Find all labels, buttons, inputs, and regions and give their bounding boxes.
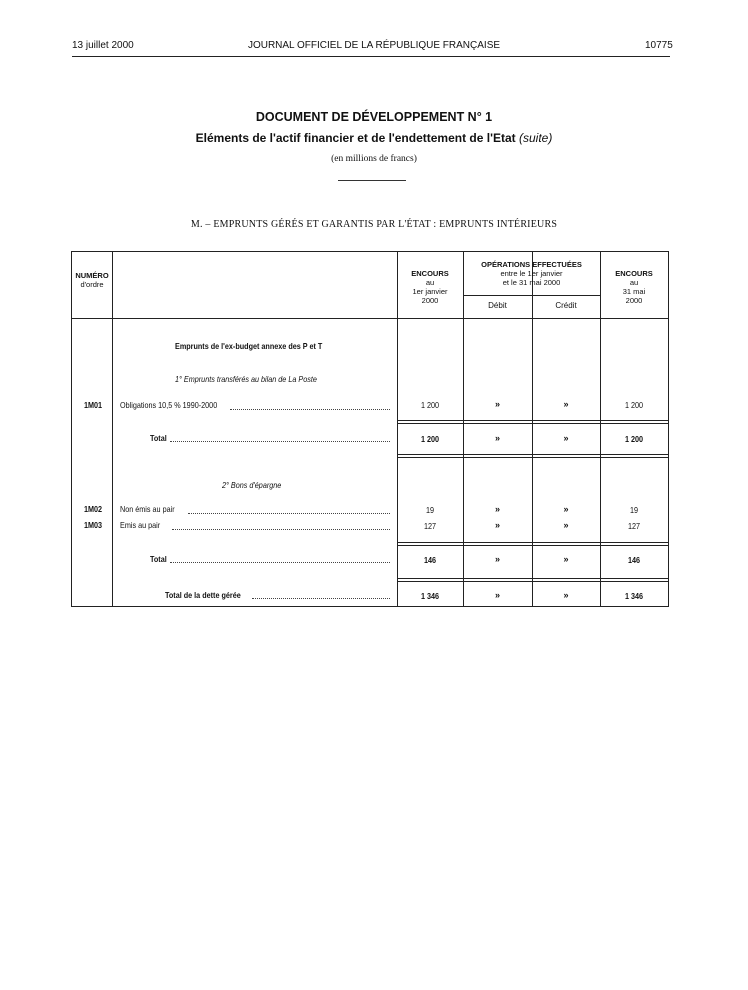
leader-dots <box>170 441 390 442</box>
col-divider <box>397 252 398 606</box>
document-subtitle-suffix: (suite) <box>518 131 553 145</box>
row-debit: » <box>494 554 500 564</box>
row-encours-fin: 1 346 <box>624 591 644 601</box>
total-rule-bottom <box>397 454 668 458</box>
total-rule-top <box>397 420 668 424</box>
grand-total-rule <box>397 578 668 582</box>
header-page-number: 10775 <box>645 40 673 51</box>
header-encours-debut: ENCOURS au 1er janvier 2000 <box>411 269 449 305</box>
total-rule-top <box>397 542 668 546</box>
row-numero: 1M01 <box>84 400 103 410</box>
row-debit: » <box>494 433 500 443</box>
leader-dots <box>188 513 390 514</box>
row-encours-debut: 1 346 <box>420 591 440 601</box>
header-rule <box>72 56 670 57</box>
document-subtitle: Eléments de l'actif financier et de l'endettement de l'Etat (suite) <box>195 131 553 145</box>
header-debit: Débit <box>488 301 507 310</box>
col-divider <box>600 252 601 606</box>
row-label: Obligations 10,5 % 1990-2000 <box>120 400 218 410</box>
row-label: Non émis au pair <box>120 504 175 514</box>
header-credit: Crédit <box>555 301 577 310</box>
header-operations: OPÉRATIONS EFFECTUÉES entre le 1er janvier et le 31 mai 2000 <box>481 260 582 287</box>
row-credit: » <box>563 433 569 443</box>
row-credit: » <box>563 554 569 564</box>
col-divider <box>112 252 113 606</box>
debt-table <box>71 251 669 607</box>
row-encours-fin: 1 200 <box>624 400 644 410</box>
header-encours-fin: ENCOURS au 31 mai 2000 <box>615 269 653 305</box>
row-numero: 1M02 <box>84 504 103 514</box>
subsection-title: 1° Emprunts transférés au bilan de La Poste <box>175 374 317 384</box>
leader-dots <box>252 598 390 599</box>
header-split-rule <box>463 295 600 296</box>
row-label: Total <box>150 433 167 443</box>
row-encours-debut: 1 200 <box>420 434 440 444</box>
subsection-title: 2° Bons d'épargne <box>222 480 282 490</box>
leader-dots <box>172 529 390 530</box>
document-unit: (en millions de francs) <box>331 154 417 164</box>
title-divider <box>338 180 406 181</box>
row-encours-debut: 127 <box>423 521 437 531</box>
header-bottom-rule <box>72 318 668 319</box>
row-encours-fin: 1 200 <box>624 434 644 444</box>
section-title: M. – EMPRUNTS GÉRÉS ET GARANTIS PAR L'ÉTAT : EMPRUNTS INTÉRIEURS <box>190 219 558 230</box>
row-encours-debut: 146 <box>423 555 437 565</box>
row-encours-debut: 19 <box>425 505 435 515</box>
row-encours-fin: 127 <box>627 521 641 531</box>
leader-dots <box>230 409 390 410</box>
row-numero: 1M03 <box>84 520 103 530</box>
row-debit: » <box>494 590 500 600</box>
header-journal: JOURNAL OFFICIEL DE LA RÉPUBLIQUE FRANÇAISE <box>247 40 501 51</box>
group-title: Emprunts de l'ex-budget annexe des P et T <box>175 341 323 351</box>
row-label: Total <box>150 554 167 564</box>
row-credit: » <box>563 520 569 530</box>
row-label: Emis au pair <box>120 520 161 530</box>
header-date: 13 juillet 2000 <box>72 40 134 51</box>
row-credit: » <box>563 590 569 600</box>
row-label: Total de la dette gérée <box>165 590 241 600</box>
leader-dots <box>170 562 390 563</box>
row-encours-fin: 146 <box>627 555 641 565</box>
row-debit: » <box>494 520 500 530</box>
row-debit: » <box>494 399 500 409</box>
row-credit: » <box>563 504 569 514</box>
row-debit: » <box>494 504 500 514</box>
header-numero: NUMÉRO d'ordre <box>75 271 109 289</box>
row-encours-debut: 1 200 <box>420 400 440 410</box>
row-encours-fin: 19 <box>629 505 639 515</box>
document-title: DOCUMENT DE DÉVELOPPEMENT N° 1 <box>255 110 493 124</box>
row-credit: » <box>563 399 569 409</box>
